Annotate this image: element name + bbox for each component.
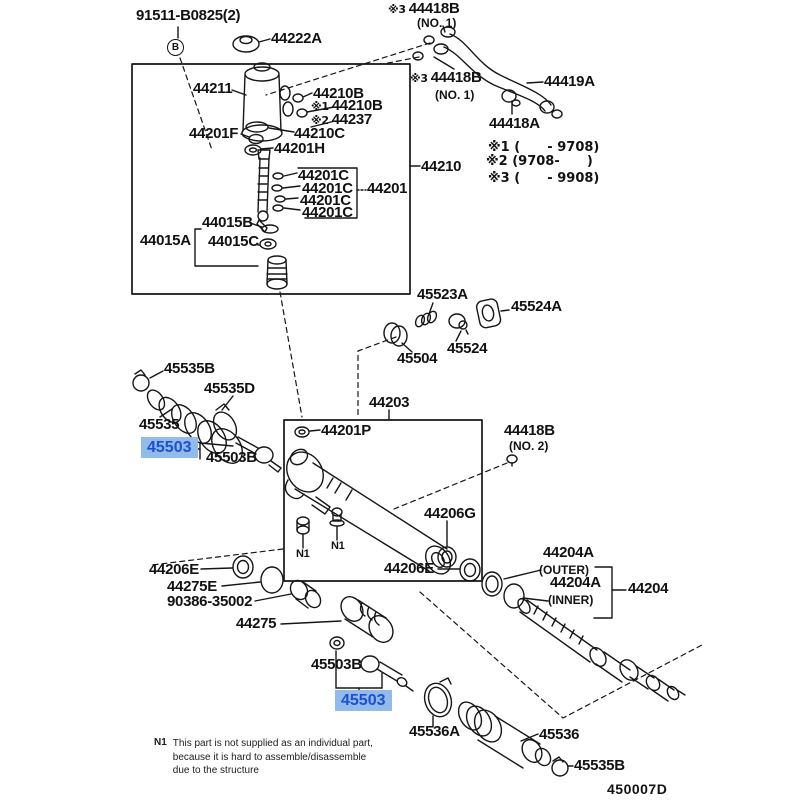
footnote-line-2: because it is hard to assemble/disassemble: [172, 751, 367, 763]
part-label-44204a-inner: 44204A: [550, 574, 601, 591]
cap-45504-drawing: [384, 323, 412, 352]
footnote: [154, 737, 373, 778]
part-number: 44237: [331, 111, 372, 128]
part-label-45536: 45536: [539, 726, 580, 743]
bolt-44418b-no2-drawing: [507, 455, 517, 466]
callout-b-marker: B: [167, 39, 184, 56]
part-label-44201c-3: 44201C: [300, 192, 351, 209]
part-label-44210: 44210: [421, 158, 462, 175]
footnote-line-1: This part is not supplied as an individual part,: [172, 738, 373, 749]
part-label-45503-highlighted-lower[interactable]: 45503: [335, 690, 392, 711]
plug-45524-drawing: [449, 314, 468, 341]
part-sublabel-outer: (OUTER): [539, 563, 589, 577]
part-label-44418b-no1-mid: [410, 70, 482, 85]
footnote-text: [173, 737, 373, 778]
part-label-44204a-outer: 44204A: [543, 544, 594, 561]
part-label-45536a: 45536A: [409, 723, 460, 740]
part-label-44206e-left: 44206E: [149, 561, 199, 578]
clamp-45535b-top-drawing: [133, 370, 163, 391]
part-label-44418b-no1-top: [388, 1, 460, 16]
valve-housing-44211-drawing: [232, 63, 293, 141]
part-label-44206e-inbox: 44206E: [384, 560, 434, 577]
part-label-45504: 45504: [397, 350, 438, 367]
part-label-44275e: 44275E: [167, 578, 217, 595]
part-label-45523a: 45523A: [417, 286, 468, 303]
part-label-45535d: 45535D: [204, 380, 255, 397]
part-label-44204: 44204: [628, 580, 669, 597]
note-marker-n1-right: N1: [331, 540, 345, 552]
ref-mark-3: ※3: [410, 72, 428, 85]
ref-mark-1: ※1: [311, 100, 329, 113]
part-label-45524a: 45524A: [511, 298, 562, 315]
applicability-note-2: ※2 (9708- ): [486, 154, 593, 169]
ref-mark-2: ※2: [311, 114, 329, 127]
part-label-44211: 44211: [193, 80, 233, 97]
part-label-44201c-1: 44201C: [298, 167, 349, 184]
part-label-44419a: 44419A: [544, 73, 595, 90]
part-label-44201c-4: 44201C: [302, 204, 353, 221]
applicability-note-3: ※3 ( - 9908): [488, 171, 600, 186]
part-label-44418b-no2: 44418B: [504, 422, 555, 439]
part-number: 44418B: [408, 0, 460, 17]
footnote-line-3: due to the structure: [172, 765, 259, 776]
part-label-44201: 44201: [367, 180, 408, 197]
part-label-44210c: 44210C: [294, 125, 345, 142]
part-number: 44418B: [430, 69, 482, 86]
part-label-44015a: 44015A: [140, 232, 191, 249]
clamp-45535b-bottom-drawing: [552, 757, 573, 776]
part-label-44210b: 44210B: [313, 85, 364, 102]
part-label-44015c: 44015C: [208, 233, 259, 250]
grommet-44222a-drawing: [178, 27, 270, 52]
part-sublabel-no2: (NO. 2): [509, 439, 549, 453]
part-label-90386-35002: 90386-35002: [167, 593, 253, 610]
applicability-note-1: ※1 ( - 9708): [488, 140, 600, 155]
gasket-45524a-drawing: [476, 298, 509, 329]
part-sublabel-no1-mid: (NO. 1): [435, 88, 475, 102]
part-label-91511-b0825: 91511-B0825(2): [136, 7, 241, 24]
part-label-45503b-upper: 45503B: [206, 449, 257, 466]
part-label-44201h: 44201H: [274, 140, 325, 157]
part-label-44206g: 44206G: [424, 505, 476, 522]
ref-mark-3: ※3: [388, 3, 406, 16]
part-label-44201c-2: 44201C: [302, 180, 353, 197]
part-label-45503-highlighted-upper[interactable]: 45503: [141, 437, 198, 458]
part-label-45535b-bottom: 45535B: [574, 757, 625, 774]
part-label-45524: 45524: [447, 340, 488, 357]
clamp-45536a-drawing: [420, 678, 455, 727]
part-sublabel-no1-top: (NO. 1): [417, 16, 457, 30]
part-label-44201f: 44201F: [189, 125, 239, 142]
part-number: 44210B: [331, 97, 383, 114]
part-label-44275: 44275: [236, 615, 277, 632]
footnote-ref-n1: N1: [154, 737, 167, 748]
part-label-45535: 45535: [139, 416, 180, 433]
part-label-44418a: 44418A: [489, 115, 540, 132]
part-label-44201p: 44201P: [321, 422, 371, 439]
part-label-44015b: 44015B: [202, 214, 253, 231]
note-marker-n1-left: N1: [296, 548, 310, 560]
part-label-44222a: 44222A: [271, 30, 322, 47]
spring-45523a-drawing: [414, 303, 438, 328]
part-sublabel-inner: (INNER): [548, 593, 594, 607]
part-label-45503b-lower: 45503B: [311, 656, 362, 673]
part-label-44203: 44203: [369, 394, 410, 411]
part-label-45535b-top: 45535B: [164, 360, 215, 377]
diagram-code: 450007D: [607, 781, 668, 797]
ring-44206g-drawing: [438, 521, 456, 567]
